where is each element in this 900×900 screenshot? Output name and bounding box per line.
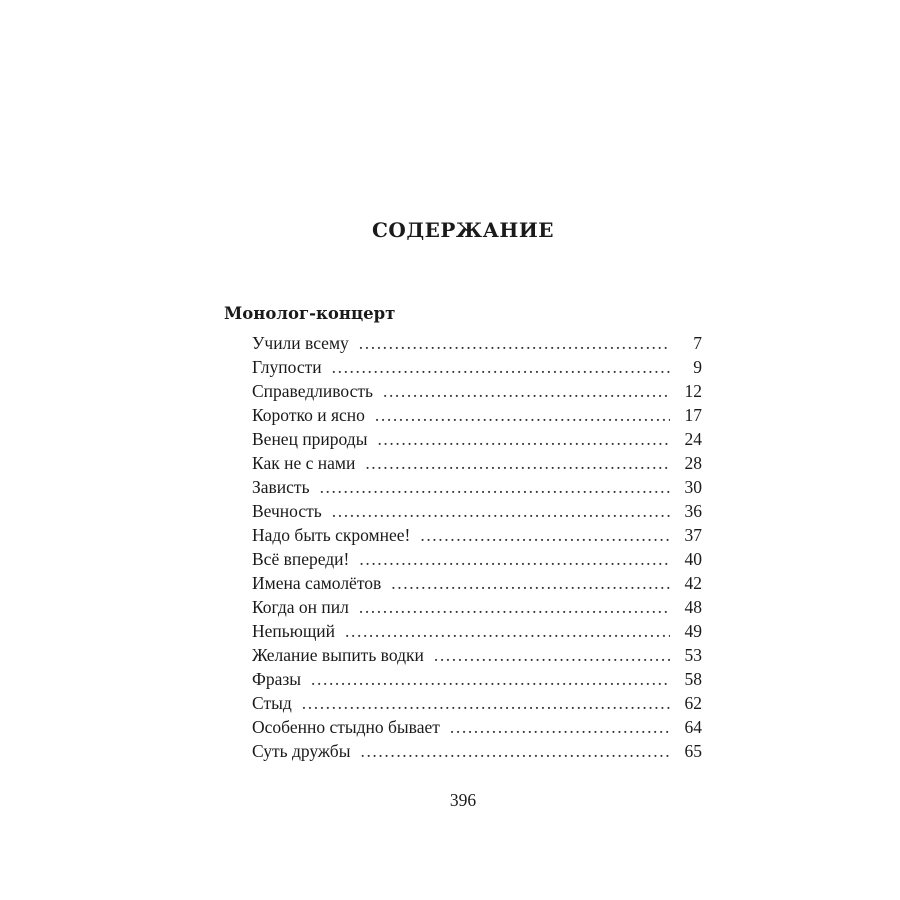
toc-entry-title: Имена самолётов bbox=[252, 573, 382, 593]
toc-entry-title: Фразы bbox=[252, 669, 302, 689]
toc-entry bbox=[252, 355, 702, 379]
toc-entry bbox=[252, 715, 702, 739]
toc-entry-title: Справедливость bbox=[252, 381, 373, 401]
dot-leader bbox=[332, 499, 670, 523]
toc-entry-page: 24 bbox=[684, 429, 702, 449]
dot-leader bbox=[434, 643, 670, 667]
dot-leader bbox=[377, 427, 670, 451]
page-number: 396 bbox=[449, 790, 477, 810]
table-of-contents bbox=[252, 331, 702, 763]
toc-entry bbox=[252, 523, 702, 547]
toc-entry bbox=[252, 475, 702, 499]
toc-entry bbox=[252, 451, 702, 475]
dot-leader bbox=[345, 619, 670, 643]
toc-entry-page: 28 bbox=[684, 453, 702, 473]
toc-entry-title: Надо быть скромнее! bbox=[252, 525, 411, 545]
toc-entry-page: 40 bbox=[684, 549, 702, 569]
dot-leader bbox=[332, 355, 670, 379]
toc-entry bbox=[252, 691, 702, 715]
toc-entry-page: 12 bbox=[684, 381, 702, 401]
toc-entry-title: Венец природы bbox=[252, 429, 368, 449]
toc-entry-page: 48 bbox=[684, 597, 702, 617]
dot-leader bbox=[360, 739, 670, 763]
dot-leader bbox=[302, 691, 670, 715]
toc-entry-page: 62 bbox=[684, 693, 702, 713]
toc-entry-title: Зависть bbox=[252, 477, 310, 497]
toc-entry-title: Желание выпить водки bbox=[252, 645, 424, 665]
toc-entry-title: Коротко и ясно bbox=[252, 405, 365, 425]
toc-entry bbox=[252, 619, 702, 643]
toc-entry bbox=[252, 547, 702, 571]
toc-entry-title: Учили всему bbox=[252, 333, 349, 353]
toc-entry-title: Всё впереди! bbox=[252, 549, 350, 569]
toc-entry-page: 49 bbox=[684, 621, 702, 641]
toc-entry-page: 42 bbox=[684, 573, 702, 593]
dot-leader bbox=[420, 523, 670, 547]
dot-leader bbox=[359, 547, 670, 571]
section-heading: Монолог-концерт bbox=[224, 304, 396, 323]
toc-entry-page: 37 bbox=[684, 525, 702, 545]
toc-entry bbox=[252, 571, 702, 595]
toc-entry-title: Глупости bbox=[252, 357, 322, 377]
dot-leader bbox=[450, 715, 670, 739]
toc-entry-title: Непьющий bbox=[252, 621, 336, 641]
toc-entry-page: 64 bbox=[684, 717, 702, 737]
toc-entry-title: Особенно стыдно бывает bbox=[252, 717, 440, 737]
dot-leader bbox=[383, 379, 670, 403]
toc-entry bbox=[252, 643, 702, 667]
dot-leader bbox=[359, 331, 670, 355]
dot-leader bbox=[391, 571, 670, 595]
toc-entry-page: 9 bbox=[693, 357, 702, 377]
toc-entry bbox=[252, 379, 702, 403]
toc-entry bbox=[252, 331, 702, 355]
dot-leader bbox=[320, 475, 670, 499]
toc-entry-page: 36 bbox=[684, 501, 702, 521]
toc-entry-page: 53 bbox=[684, 645, 702, 665]
toc-entry-title: Как не с нами bbox=[252, 453, 356, 473]
dot-leader bbox=[375, 403, 670, 427]
toc-entry-page: 7 bbox=[693, 333, 702, 353]
toc-entry-page: 65 bbox=[684, 741, 702, 761]
dot-leader bbox=[311, 667, 670, 691]
toc-entry bbox=[252, 595, 702, 619]
dot-leader bbox=[359, 595, 670, 619]
toc-entry bbox=[252, 403, 702, 427]
toc-entry-page: 58 bbox=[684, 669, 702, 689]
dot-leader bbox=[365, 451, 670, 475]
toc-entry-title: Вечность bbox=[252, 501, 322, 521]
toc-entry-title: Стыд bbox=[252, 693, 292, 713]
page-title: СОДЕРЖАНИЕ bbox=[372, 218, 554, 242]
toc-entry bbox=[252, 427, 702, 451]
toc-entry-title: Когда он пил bbox=[252, 597, 349, 617]
toc-entry-page: 30 bbox=[684, 477, 702, 497]
toc-entry bbox=[252, 739, 702, 763]
toc-entry bbox=[252, 499, 702, 523]
toc-entry-page: 17 bbox=[684, 405, 702, 425]
toc-entry bbox=[252, 667, 702, 691]
toc-entry-title: Суть дружбы bbox=[252, 741, 351, 761]
